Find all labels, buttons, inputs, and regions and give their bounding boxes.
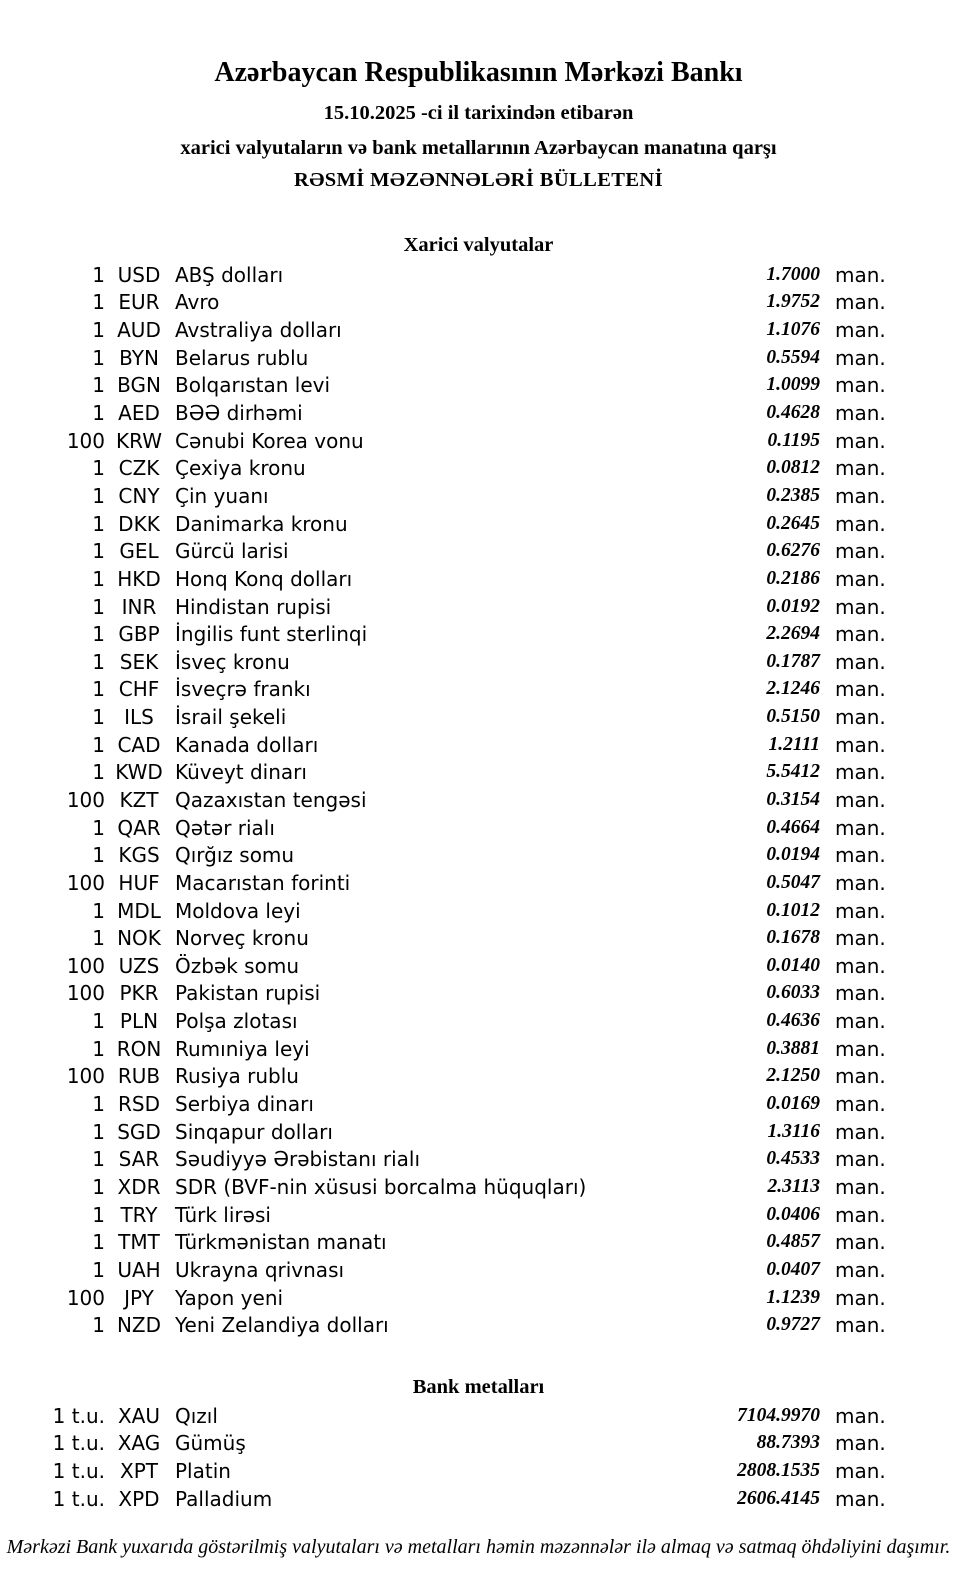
currency-row-RON bbox=[57, 1035, 886, 1063]
unit-label: man. bbox=[835, 1257, 886, 1282]
unit-label: man. bbox=[835, 345, 886, 370]
currency-row-RSD bbox=[57, 1090, 886, 1118]
rate-value-cell: 0.6033 bbox=[766, 982, 820, 1004]
currency-row-GEL bbox=[57, 537, 886, 565]
quantity-cell: 1 bbox=[92, 456, 105, 481]
currency-name-cell: Norveç kronu bbox=[175, 926, 309, 951]
unit-label: man. bbox=[835, 456, 886, 481]
quantity-cell: 1 bbox=[92, 649, 105, 674]
quantity-cell: 1 bbox=[92, 760, 105, 785]
quantity-cell: 100 bbox=[66, 428, 105, 453]
currency-row-SAR bbox=[57, 1146, 886, 1174]
subject-line: xarici valyutaların və bank metallarının Azərbaycan manatına qarşı bbox=[180, 137, 777, 159]
currency-row-KGS bbox=[57, 841, 886, 869]
rate-value-cell: 0.0407 bbox=[766, 1258, 820, 1280]
unit-label: man. bbox=[835, 787, 886, 812]
currency-row-CZK bbox=[57, 454, 886, 482]
currency-code-cell: RUB bbox=[117, 1064, 161, 1089]
unit-label: man. bbox=[835, 290, 886, 315]
currency-name-cell: Hindistan rupisi bbox=[175, 594, 332, 619]
currency-name-cell: Çexiya kronu bbox=[175, 456, 306, 481]
unit-label: man. bbox=[835, 1174, 886, 1199]
unit-label: man. bbox=[835, 1431, 886, 1456]
currency-code-cell: ILS bbox=[124, 705, 154, 730]
currency-name-cell: Qırğız somu bbox=[175, 843, 295, 868]
currency-name-cell: Gürcü larisi bbox=[175, 539, 289, 564]
currency-row-DKK bbox=[57, 510, 886, 538]
currency-code-cell: SAR bbox=[118, 1147, 160, 1172]
currency-name-cell: SDR (BVF-nin xüsusi borcalma hüquqları) bbox=[175, 1174, 587, 1199]
quantity-cell: 1 bbox=[92, 290, 105, 315]
rate-value-cell: 0.0140 bbox=[766, 954, 820, 976]
quantity-cell: 1 bbox=[92, 511, 105, 536]
currency-name-cell: ABŞ dolları bbox=[175, 262, 284, 287]
rate-value-cell: 0.1012 bbox=[766, 899, 820, 921]
currency-name-cell: Kanada dolları bbox=[175, 732, 319, 757]
rate-value-cell: 0.4857 bbox=[766, 1231, 820, 1253]
currency-row-BYN bbox=[57, 344, 886, 372]
unit-label: man. bbox=[835, 953, 886, 978]
metal-name-cell: Gümüş bbox=[175, 1431, 246, 1456]
rate-value-cell: 88.7393 bbox=[756, 1432, 820, 1454]
currency-name-cell: Sinqapur dolları bbox=[175, 1119, 333, 1144]
unit-label: man. bbox=[835, 1009, 886, 1034]
unit-label: man. bbox=[835, 1202, 886, 1227]
rate-value-cell: 0.0406 bbox=[766, 1203, 820, 1225]
currency-name-cell: Polşa zlotası bbox=[175, 1009, 298, 1034]
currency-name-cell: Qazaxıstan tengəsi bbox=[175, 787, 367, 812]
quantity-cell: 100 bbox=[66, 787, 105, 812]
currency-name-cell: Türkmənistan manatı bbox=[175, 1230, 387, 1255]
unit-label: man. bbox=[835, 318, 886, 343]
currency-name-cell: Belarus rublu bbox=[175, 345, 309, 370]
currency-row-SGD bbox=[57, 1118, 886, 1146]
quantity-cell: 100 bbox=[66, 870, 105, 895]
rate-value-cell: 1.0099 bbox=[766, 374, 820, 396]
metal-name-cell: Palladium bbox=[175, 1486, 273, 1511]
quantity-cell: 1 bbox=[92, 1147, 105, 1172]
currencies-section-heading: Xarici valyutalar bbox=[403, 234, 554, 256]
currency-row-GBP bbox=[57, 620, 886, 648]
currency-code-cell: RSD bbox=[118, 1092, 160, 1117]
unit-label: man. bbox=[835, 1119, 886, 1144]
quantity-cell: 100 bbox=[66, 953, 105, 978]
currency-row-KZT bbox=[57, 786, 886, 814]
currency-code-cell: AED bbox=[118, 401, 160, 426]
currency-code-cell: CAD bbox=[117, 732, 161, 757]
currency-code-cell: SEK bbox=[119, 649, 159, 674]
rate-value-cell: 0.6276 bbox=[766, 540, 820, 562]
rate-value-cell: 2.2694 bbox=[766, 623, 820, 645]
quantity-cell: 1 bbox=[92, 566, 105, 591]
rate-value-cell: 0.9727 bbox=[766, 1314, 820, 1336]
currency-row-AUD bbox=[57, 316, 886, 344]
unit-label: man. bbox=[835, 1064, 886, 1089]
rate-value-cell: 0.5047 bbox=[766, 871, 820, 893]
metal-row-XAU bbox=[52, 1402, 886, 1430]
rate-value-cell: 0.2645 bbox=[766, 512, 820, 534]
unit-label: man. bbox=[835, 1403, 886, 1428]
currency-name-cell: Yeni Zelandiya dolları bbox=[175, 1313, 389, 1338]
currency-code-cell: CNY bbox=[118, 483, 160, 508]
unit-label: man. bbox=[835, 870, 886, 895]
currency-code-cell: UAH bbox=[117, 1257, 161, 1282]
currency-row-SEK bbox=[57, 648, 886, 676]
metal-row-XAG bbox=[52, 1430, 886, 1458]
currency-row-PLN bbox=[57, 1007, 886, 1035]
currency-code-cell: GEL bbox=[119, 539, 159, 564]
currency-row-ILS bbox=[57, 703, 886, 731]
currency-name-cell: Serbiya dinarı bbox=[175, 1092, 314, 1117]
currency-code-cell: UZS bbox=[118, 953, 160, 978]
quantity-cell: 1 bbox=[92, 483, 105, 508]
footer-note: Mərkəzi Bank yuxarıda göstərilmiş valyutaları və metalları həmin məzənnələr ilə almaq və satmaq öhdəliyini daşımır. bbox=[6, 1536, 951, 1558]
unit-label: man. bbox=[835, 705, 886, 730]
currency-row-CAD bbox=[57, 731, 886, 759]
quantity-cell: 1 t.u. bbox=[52, 1486, 105, 1511]
unit-label: man. bbox=[835, 428, 886, 453]
rate-value-cell: 0.4636 bbox=[766, 1010, 820, 1032]
metal-name-cell: Qızıl bbox=[175, 1403, 218, 1428]
currency-row-EUR bbox=[57, 289, 886, 317]
unit-label: man. bbox=[835, 1036, 886, 1061]
currency-code-cell: GBP bbox=[118, 622, 160, 647]
currency-code-cell: BYN bbox=[119, 345, 159, 370]
currency-name-cell: İsveçrə frankı bbox=[175, 677, 311, 702]
quantity-cell: 1 bbox=[92, 318, 105, 343]
currency-code-cell: RON bbox=[116, 1036, 162, 1061]
currency-name-cell: İngilis funt sterlinqi bbox=[175, 622, 368, 647]
unit-label: man. bbox=[835, 566, 886, 591]
quantity-cell: 100 bbox=[66, 981, 105, 1006]
rate-value-cell: 5.5412 bbox=[766, 761, 820, 783]
currency-name-cell: Macarıstan forinti bbox=[175, 870, 351, 895]
currency-name-cell: Yapon yeni bbox=[175, 1285, 284, 1310]
quantity-cell: 1 bbox=[92, 373, 105, 398]
quantity-cell: 1 bbox=[92, 705, 105, 730]
unit-label: man. bbox=[835, 898, 886, 923]
rate-value-cell: 0.0194 bbox=[766, 844, 820, 866]
currency-row-HUF bbox=[57, 869, 886, 897]
currency-name-cell: Türk lirəsi bbox=[175, 1202, 271, 1227]
rate-value-cell: 1.3116 bbox=[767, 1120, 820, 1142]
rate-value-cell: 0.1195 bbox=[767, 429, 820, 451]
currency-row-NOK bbox=[57, 924, 886, 952]
quantity-cell: 1 bbox=[92, 345, 105, 370]
rate-value-cell: 2606.4145 bbox=[737, 1487, 820, 1509]
currency-code-cell: JPY bbox=[124, 1285, 154, 1310]
currency-name-cell: Qətər rialı bbox=[175, 815, 275, 840]
currency-code-cell: DKK bbox=[118, 511, 160, 536]
rate-value-cell: 0.2186 bbox=[766, 567, 820, 589]
unit-label: man. bbox=[835, 677, 886, 702]
currency-code-cell: XDR bbox=[117, 1174, 161, 1199]
rate-value-cell: 2.1246 bbox=[766, 678, 820, 700]
currency-code-cell: KGS bbox=[118, 843, 160, 868]
unit-label: man. bbox=[835, 1285, 886, 1310]
quantity-cell: 1 bbox=[92, 539, 105, 564]
metal-code-cell: XAU bbox=[117, 1403, 161, 1428]
currency-name-cell: Danimarka kronu bbox=[175, 511, 348, 536]
currency-row-INR bbox=[57, 593, 886, 621]
currency-code-cell: USD bbox=[117, 262, 161, 287]
currency-code-cell: EUR bbox=[118, 290, 160, 315]
unit-label: man. bbox=[835, 843, 886, 868]
quantity-cell: 1 bbox=[92, 1119, 105, 1144]
rate-value-cell: 7104.9970 bbox=[737, 1404, 820, 1426]
quantity-cell: 100 bbox=[66, 1064, 105, 1089]
currency-code-cell: CZK bbox=[118, 456, 160, 481]
quantity-cell: 1 t.u. bbox=[52, 1403, 105, 1428]
unit-label: man. bbox=[835, 622, 886, 647]
quantity-cell: 1 bbox=[92, 732, 105, 757]
currency-row-AED bbox=[57, 399, 886, 427]
quantity-cell: 1 bbox=[92, 594, 105, 619]
rate-value-cell: 0.4533 bbox=[766, 1148, 820, 1170]
unit-label: man. bbox=[835, 401, 886, 426]
bank-title: Azərbaycan Respublikasının Mərkəzi Bankı bbox=[214, 57, 743, 88]
rate-value-cell: 2808.1535 bbox=[737, 1460, 820, 1482]
effective-date-line: 15.10.2025 -ci il tarixindən etibarən bbox=[323, 102, 634, 124]
rate-value-cell: 0.2385 bbox=[766, 484, 820, 506]
currency-code-cell: KZT bbox=[119, 787, 159, 812]
currency-row-JPY bbox=[57, 1284, 886, 1312]
quantity-cell: 1 bbox=[92, 1092, 105, 1117]
metal-code-cell: XAG bbox=[117, 1431, 161, 1456]
currency-name-cell: Honq Konq dolları bbox=[175, 566, 353, 591]
currency-code-cell: CHF bbox=[118, 677, 160, 702]
currency-code-cell: MDL bbox=[117, 898, 161, 923]
currency-name-cell: Avro bbox=[175, 290, 220, 315]
currency-row-MDL bbox=[57, 897, 886, 925]
unit-label: man. bbox=[835, 1092, 886, 1117]
rate-value-cell: 0.1787 bbox=[766, 650, 820, 672]
unit-label: man. bbox=[835, 732, 886, 757]
unit-label: man. bbox=[835, 815, 886, 840]
currency-code-cell: TRY bbox=[120, 1202, 158, 1227]
rate-value-cell: 1.1076 bbox=[766, 319, 820, 341]
unit-label: man. bbox=[835, 511, 886, 536]
currency-row-XDR bbox=[57, 1173, 886, 1201]
currency-code-cell: HUF bbox=[118, 870, 160, 895]
quantity-cell: 1 bbox=[92, 622, 105, 647]
quantity-cell: 1 bbox=[92, 677, 105, 702]
currency-code-cell: KRW bbox=[116, 428, 162, 453]
unit-label: man. bbox=[835, 1313, 886, 1338]
rate-value-cell: 1.1239 bbox=[766, 1286, 820, 1308]
currency-row-TRY bbox=[57, 1201, 886, 1229]
currency-code-cell: NZD bbox=[116, 1313, 162, 1338]
currency-name-cell: BƏƏ dirhəmi bbox=[175, 401, 303, 426]
currency-name-cell: Özbək somu bbox=[175, 953, 299, 978]
quantity-cell: 1 bbox=[92, 843, 105, 868]
currency-row-NZD bbox=[57, 1311, 886, 1339]
rate-value-cell: 2.1250 bbox=[766, 1065, 820, 1087]
currency-row-CHF bbox=[57, 676, 886, 704]
currency-code-cell: NOK bbox=[117, 926, 161, 951]
metal-row-XPT bbox=[52, 1457, 886, 1485]
currency-row-HKD bbox=[57, 565, 886, 593]
quantity-cell: 100 bbox=[66, 1285, 105, 1310]
currency-code-cell: QAR bbox=[117, 815, 161, 840]
metal-name-cell: Platin bbox=[175, 1459, 231, 1484]
unit-label: man. bbox=[835, 373, 886, 398]
currency-row-KRW bbox=[57, 427, 886, 455]
quantity-cell: 1 bbox=[92, 262, 105, 287]
unit-label: man. bbox=[835, 594, 886, 619]
rate-value-cell: 0.0169 bbox=[766, 1093, 820, 1115]
rate-value-cell: 1.7000 bbox=[766, 263, 820, 285]
metal-code-cell: XPT bbox=[120, 1459, 158, 1484]
metals-table bbox=[52, 1402, 886, 1513]
currency-code-cell: AUD bbox=[117, 318, 161, 343]
currency-name-cell: Çin yuanı bbox=[175, 483, 269, 508]
bulletin-title: RƏSMİ MƏZƏNNƏLƏRİ BÜLLETENİ bbox=[293, 169, 664, 191]
quantity-cell: 1 bbox=[92, 1202, 105, 1227]
currency-name-cell: İsveç kronu bbox=[175, 649, 290, 674]
currency-row-TMT bbox=[57, 1228, 886, 1256]
rate-value-cell: 0.0812 bbox=[766, 457, 820, 479]
rate-value-cell: 2.3113 bbox=[767, 1175, 820, 1197]
currency-row-RUB bbox=[57, 1063, 886, 1091]
quantity-cell: 1 t.u. bbox=[52, 1459, 105, 1484]
quantity-cell: 1 bbox=[92, 1174, 105, 1199]
quantity-cell: 1 bbox=[92, 1036, 105, 1061]
quantity-cell: 1 bbox=[92, 1230, 105, 1255]
rate-value-cell: 0.4628 bbox=[766, 402, 820, 424]
currency-name-cell: Cənubi Korea vonu bbox=[175, 428, 364, 453]
unit-label: man. bbox=[835, 483, 886, 508]
quantity-cell: 1 bbox=[92, 401, 105, 426]
quantity-cell: 1 bbox=[92, 815, 105, 840]
currency-name-cell: Rumıniya leyi bbox=[175, 1036, 310, 1061]
unit-label: man. bbox=[835, 539, 886, 564]
currency-name-cell: Rusiya rublu bbox=[175, 1064, 299, 1089]
metal-code-cell: XPD bbox=[118, 1486, 160, 1511]
currency-name-cell: Küveyt dinarı bbox=[175, 760, 307, 785]
currency-row-USD bbox=[57, 261, 886, 289]
currency-code-cell: TMT bbox=[118, 1230, 160, 1255]
quantity-cell: 1 bbox=[92, 1009, 105, 1034]
quantity-cell: 1 bbox=[92, 926, 105, 951]
rate-value-cell: 0.5594 bbox=[766, 346, 820, 368]
quantity-cell: 1 bbox=[92, 898, 105, 923]
currency-name-cell: Moldova leyi bbox=[175, 898, 301, 923]
unit-label: man. bbox=[835, 1459, 886, 1484]
currency-row-QAR bbox=[57, 814, 886, 842]
currency-row-BGN bbox=[57, 372, 886, 400]
unit-label: man. bbox=[835, 262, 886, 287]
currency-row-PKR bbox=[57, 980, 886, 1008]
rate-value-cell: 0.4664 bbox=[766, 816, 820, 838]
rate-value-cell: 0.0192 bbox=[766, 595, 820, 617]
rate-value-cell: 1.9752 bbox=[766, 291, 820, 313]
currency-name-cell: Ukrayna qrivnası bbox=[175, 1257, 345, 1282]
unit-label: man. bbox=[835, 981, 886, 1006]
rate-value-cell: 0.5150 bbox=[766, 706, 820, 728]
currency-code-cell: BGN bbox=[117, 373, 161, 398]
metals-section-heading: Bank metalları bbox=[412, 1376, 545, 1398]
currency-row-UAH bbox=[57, 1256, 886, 1284]
unit-label: man. bbox=[835, 1147, 886, 1172]
quantity-cell: 1 bbox=[92, 1313, 105, 1338]
rate-value-cell: 0.3154 bbox=[766, 788, 820, 810]
currency-code-cell: KWD bbox=[115, 760, 163, 785]
currencies-table bbox=[57, 261, 886, 1339]
unit-label: man. bbox=[835, 1230, 886, 1255]
currency-name-cell: İsrail şekeli bbox=[175, 705, 287, 730]
currency-row-KWD bbox=[57, 759, 886, 787]
metal-row-XPD bbox=[52, 1485, 886, 1513]
quantity-cell: 1 bbox=[92, 1257, 105, 1282]
currency-name-cell: Səudiyyə Ərəbistanı rialı bbox=[175, 1147, 421, 1172]
unit-label: man. bbox=[835, 649, 886, 674]
currency-code-cell: PKR bbox=[119, 981, 159, 1006]
unit-label: man. bbox=[835, 760, 886, 785]
quantity-cell: 1 t.u. bbox=[52, 1431, 105, 1456]
currency-row-CNY bbox=[57, 482, 886, 510]
currency-code-cell: HKD bbox=[117, 566, 161, 591]
rate-value-cell: 1.2111 bbox=[768, 733, 820, 755]
currency-row-UZS bbox=[57, 952, 886, 980]
unit-label: man. bbox=[835, 1486, 886, 1511]
currency-name-cell: Avstraliya dolları bbox=[175, 318, 342, 343]
rate-value-cell: 0.3881 bbox=[766, 1037, 820, 1059]
currency-name-cell: Bolqarıstan levi bbox=[175, 373, 331, 398]
currency-code-cell: SGD bbox=[117, 1119, 161, 1144]
currency-code-cell: PLN bbox=[119, 1009, 159, 1034]
currency-name-cell: Pakistan rupisi bbox=[175, 981, 321, 1006]
rate-value-cell: 0.1678 bbox=[766, 927, 820, 949]
currency-code-cell: INR bbox=[121, 594, 157, 619]
unit-label: man. bbox=[835, 926, 886, 951]
